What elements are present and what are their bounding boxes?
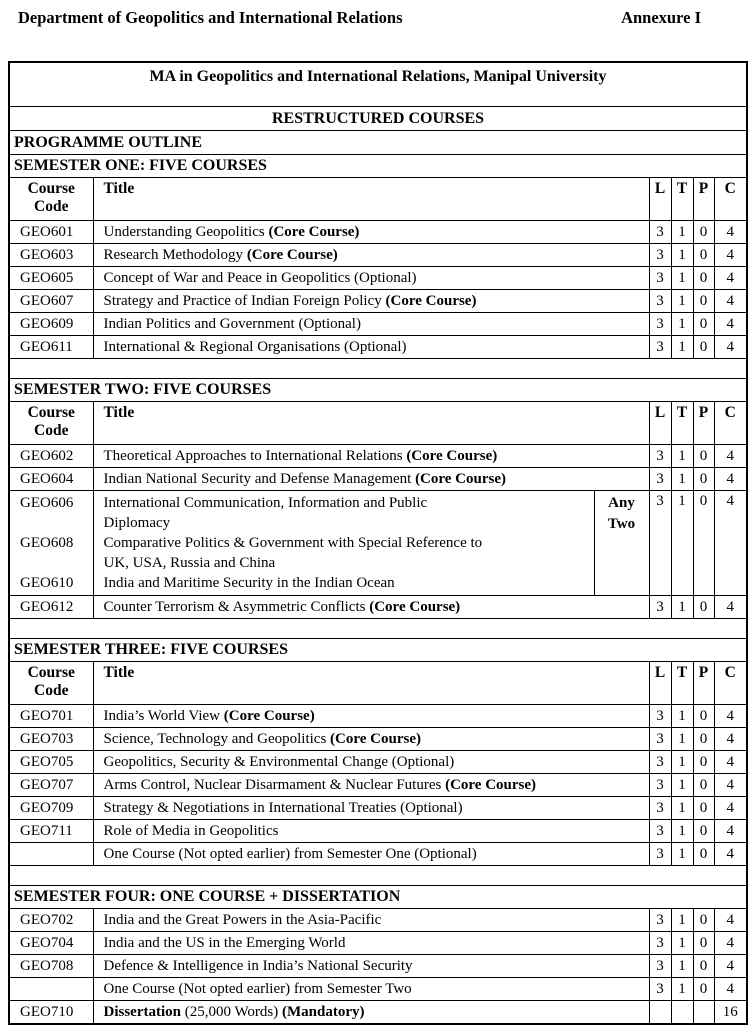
title-emphasis-segment: (Core Course) [445,776,537,793]
course-title-cell [93,774,649,797]
credit-p-cell: 0 [693,820,714,843]
course-row [9,955,747,978]
course-title-cell [93,1001,649,1025]
credit-l-cell: 3 [649,909,671,932]
credit-p-cell: 0 [693,728,714,751]
credit-c-cell: 4 [714,468,747,491]
column-header-l: L [649,178,671,221]
credit-p-cell: 0 [693,751,714,774]
course-row [9,468,747,491]
title-text-segment: Science, Technology and Geopolitics [103,730,331,747]
column-header-p: P [693,178,714,221]
course-title-cell [93,445,649,468]
credit-c-cell: 16 [714,1001,747,1025]
title-emphasis-segment: (Core Course) [268,223,360,240]
credit-c-cell: 4 [714,751,747,774]
credit-t-cell: 1 [671,932,693,955]
spacer-cell [9,619,747,639]
column-header-t: T [671,402,693,445]
credit-p-cell: 0 [693,290,714,313]
section-heading: SEMESTER THREE: FIVE COURSES [9,639,747,662]
course-title-cell [93,955,649,978]
credit-l-cell: 3 [649,797,671,820]
credit-l-cell: 3 [649,244,671,267]
credit-c-cell: 4 [714,336,747,359]
spacer-cell [9,359,747,379]
credit-l-cell: 3 [649,445,671,468]
credit-l-cell: 3 [649,932,671,955]
credit-t-cell: 1 [671,843,693,866]
credit-c-cell: 4 [714,445,747,468]
credit-l-cell: 3 [649,728,671,751]
spacer-cell [9,866,747,886]
courses-table [8,61,748,1025]
course-row [9,244,747,267]
title-emphasis-segment: (Mandatory) [282,1003,365,1020]
credit-c-cell: 4 [714,705,747,728]
title-text-segment: Theoretical Approaches to International Relations [103,447,407,464]
section-heading: SEMESTER TWO: FIVE COURSES [9,379,747,402]
course-code-cell: GEO603 [9,244,93,267]
course-code: GEO610 [20,575,74,591]
course-row [9,728,747,751]
title-text-segment: Defence & Intelligence in India’s National Security [103,957,413,974]
credit-c-cell: 4 [714,797,747,820]
credit-p-cell: 0 [693,468,714,491]
title-emphasis-segment: (Core Course) [406,447,498,464]
section-heading-row [9,639,747,662]
credit-t-cell: 1 [671,290,693,313]
credit-c-cell: 4 [714,978,747,1001]
course-code-cell: GEO607 [9,290,93,313]
course-code-cell [9,843,93,866]
credit-p-cell: 0 [693,797,714,820]
column-header-p: P [693,662,714,705]
course-code-cell: GEO604 [9,468,93,491]
credit-l-cell: 3 [649,843,671,866]
credit-l-cell: 3 [649,774,671,797]
document-header [0,0,753,27]
course-code-cell: GEO710 [9,1001,93,1025]
section-spacer-row [9,619,747,639]
column-header-l: L [649,662,671,705]
credit-t-cell: 1 [671,909,693,932]
title-text-segment: Indian Politics and Government (Optional) [103,315,361,332]
title-text-segment: India and the US in the Emerging World [103,934,346,951]
selection-note-cell: Any Two [594,491,649,596]
credit-c-cell: 4 [714,491,747,596]
course-code: GEO606 [20,495,74,511]
course-row [9,290,747,313]
title-emphasis-segment: (Core Course) [415,470,507,487]
title-text-segment: India and the Great Powers in the Asia-Pacific [103,911,382,928]
credit-l-cell: 3 [649,491,671,596]
course-code-cell: GEO605 [9,267,93,290]
course-code-cell: GEO708 [9,955,93,978]
column-header-l: L [649,402,671,445]
credit-p-cell: 0 [693,221,714,244]
section-heading: SEMESTER ONE: FIVE COURSES [9,155,747,178]
credit-t-cell: 1 [671,468,693,491]
credit-t-cell: 1 [671,955,693,978]
course-code-cell: GEO707 [9,774,93,797]
credit-p-cell: 0 [693,843,714,866]
course-title-cell [93,797,649,820]
section-spacer-row [9,359,747,379]
credit-l-cell: 3 [649,313,671,336]
course-title-cell [93,843,649,866]
course-row [9,267,747,290]
course-row [9,820,747,843]
section-spacer-row [9,866,747,886]
course-row [9,596,747,619]
title-text-segment: Concept of War and Peace in Geopolitics (Optional) [103,269,417,286]
title-header: Title [93,178,649,221]
credit-c-cell: 4 [714,774,747,797]
course-code-cell: GEO705 [9,751,93,774]
credit-c-cell: 4 [714,820,747,843]
title-text-segment: One Course (Not opted earlier) from Semester One (Optional) [103,845,477,862]
title-header: Title [93,402,649,445]
title-text-segment: (25,000 Words) [181,1003,283,1020]
course-row [9,843,747,866]
column-header-row [9,662,747,705]
programme-outline-row [9,131,747,155]
credit-c-cell: 4 [714,909,747,932]
course-row [9,978,747,1001]
credit-c-cell: 4 [714,221,747,244]
course-title-cell [93,290,649,313]
title-emphasis-segment: (Core Course) [223,707,315,724]
credit-l-cell: 3 [649,978,671,1001]
title-text-segment: Strategy & Negotiations in International Treaties (Optional) [103,799,463,816]
column-header-t: T [671,178,693,221]
credit-p-cell: 0 [693,909,714,932]
title-text-segment: Indian National Security and Defense Management [103,470,416,487]
credit-t-cell: 1 [671,336,693,359]
course-code-cell: GEO701 [9,705,93,728]
course-row [9,445,747,468]
credit-p-cell: 0 [693,336,714,359]
course-code-cell [9,491,93,596]
credit-t-cell: 1 [671,797,693,820]
credit-l-cell: 3 [649,290,671,313]
course-row [9,705,747,728]
credit-t-cell: 1 [671,445,693,468]
credit-t-cell: 1 [671,267,693,290]
credit-p-cell: 0 [693,978,714,1001]
course-row [9,774,747,797]
credit-c-cell: 4 [714,290,747,313]
column-header-p: P [693,402,714,445]
table-title-row [9,62,747,107]
credit-t-cell: 1 [671,244,693,267]
credit-l-cell: 3 [649,336,671,359]
course-title: India and Maritime Security in the Indian Ocean [103,575,395,591]
title-text-segment: Counter Terrorism & Asymmetric Conflicts [103,598,370,615]
course-title-cell [93,491,594,596]
credit-p-cell: 0 [693,313,714,336]
title-text-segment: Strategy and Practice of Indian Foreign Policy [103,292,386,309]
course-code-cell: GEO703 [9,728,93,751]
course-row [9,221,747,244]
course-group-row [9,491,747,596]
course-title-cell [93,336,649,359]
annexure-label: Annexure I [621,8,701,27]
course-code-cell: GEO704 [9,932,93,955]
course-row [9,797,747,820]
course-title-cell [93,705,649,728]
credit-c-cell: 4 [714,932,747,955]
credit-c-cell: 4 [714,843,747,866]
programme-outline-heading: PROGRAMME OUTLINE [9,131,747,155]
credit-c-cell: 4 [714,955,747,978]
title-emphasis-segment: Dissertation [103,1003,181,1020]
credit-l-cell: 3 [649,705,671,728]
course-row [9,313,747,336]
column-header-row [9,402,747,445]
credit-c-cell: 4 [714,596,747,619]
restructured-courses-heading: RESTRUCTURED COURSES [9,107,747,131]
title-emphasis-segment: (Core Course) [385,292,477,309]
credit-l-cell [649,1001,671,1025]
course-title-cell [93,728,649,751]
column-header-c: C [714,662,747,705]
course-title-cell [93,820,649,843]
title-emphasis-segment: (Core Course) [369,598,461,615]
column-header-t: T [671,662,693,705]
course-title-cell [93,909,649,932]
credit-p-cell: 0 [693,244,714,267]
credit-l-cell: 3 [649,267,671,290]
course-row [9,932,747,955]
course-row [9,336,747,359]
credit-p-cell: 0 [693,491,714,596]
title-header: Title [93,662,649,705]
title-text-segment: Understanding Geopolitics [103,223,269,240]
title-text-segment: Arms Control, Nuclear Disarmament & Nuclear Futures [103,776,446,793]
course-code-cell: GEO612 [9,596,93,619]
credit-t-cell: 1 [671,728,693,751]
course-title-cell [93,751,649,774]
course-code-cell: GEO711 [9,820,93,843]
course-row [9,751,747,774]
title-text-segment: India’s World View [103,707,224,724]
course-code-cell: GEO702 [9,909,93,932]
credit-c-cell: 4 [714,313,747,336]
course-code-header: Course Code [9,178,93,221]
course-title-cell [93,267,649,290]
title-text-segment: Geopolitics, Security & Environmental Change (Optional) [103,753,455,770]
credit-t-cell: 1 [671,596,693,619]
section-heading-row [9,379,747,402]
credit-t-cell: 1 [671,820,693,843]
course-code-cell: GEO609 [9,313,93,336]
credit-t-cell: 1 [671,774,693,797]
course-row [9,1001,747,1025]
credit-c-cell: 4 [714,244,747,267]
course-title-cell [93,313,649,336]
course-title-cell [93,596,649,619]
restructured-courses-row [9,107,747,131]
credit-c-cell: 4 [714,728,747,751]
column-header-c: C [714,402,747,445]
section-heading: SEMESTER FOUR: ONE COURSE + DISSERTATION [9,886,747,909]
title-text-segment: International & Regional Organisations (Optional) [103,338,407,355]
title-emphasis-segment: (Core Course) [246,246,338,263]
credit-t-cell: 1 [671,751,693,774]
course-title-cell [93,468,649,491]
credit-l-cell: 3 [649,221,671,244]
course-title: Comparative Politics & Government with Special Reference to UK, USA, Russia and China [103,535,483,571]
course-row [9,909,747,932]
course-code: GEO608 [20,535,74,551]
department-title: Department of Geopolitics and International Relations [18,8,403,27]
course-code-header: Course Code [9,402,93,445]
course-code-cell: GEO602 [9,445,93,468]
section-heading-row [9,155,747,178]
credit-t-cell: 1 [671,978,693,1001]
course-code-cell: GEO611 [9,336,93,359]
programme-title: MA in Geopolitics and International Relations, Manipal University [9,62,747,107]
credit-p-cell: 0 [693,267,714,290]
credit-l-cell: 3 [649,468,671,491]
credit-l-cell: 3 [649,955,671,978]
course-code-cell [9,978,93,1001]
credit-t-cell: 1 [671,705,693,728]
credit-p-cell: 0 [693,596,714,619]
column-header-c: C [714,178,747,221]
course-code-cell: GEO601 [9,221,93,244]
credit-p-cell: 0 [693,445,714,468]
credit-t-cell: 1 [671,313,693,336]
credit-t-cell: 1 [671,221,693,244]
course-title-cell [93,978,649,1001]
course-title: International Communication, Information and Public Diplomacy [103,495,428,531]
title-emphasis-segment: (Core Course) [330,730,421,747]
course-title-cell [93,221,649,244]
course-code-header: Course Code [9,662,93,705]
course-title-cell [93,932,649,955]
credit-l-cell: 3 [649,820,671,843]
credit-c-cell: 4 [714,267,747,290]
course-title-cell [93,244,649,267]
title-text-segment: Research Methodology [103,246,247,263]
credit-p-cell: 0 [693,705,714,728]
credit-p-cell: 0 [693,932,714,955]
credit-t-cell: 1 [671,491,693,596]
column-header-row [9,178,747,221]
title-text-segment: Role of Media in Geopolitics [103,822,279,839]
credit-l-cell: 3 [649,751,671,774]
credit-p-cell [693,1001,714,1025]
course-code-cell: GEO709 [9,797,93,820]
credit-t-cell [671,1001,693,1025]
credit-l-cell: 3 [649,596,671,619]
credit-p-cell: 0 [693,955,714,978]
credit-p-cell: 0 [693,774,714,797]
section-heading-row [9,886,747,909]
title-text-segment: One Course (Not opted earlier) from Semester Two [103,980,412,997]
